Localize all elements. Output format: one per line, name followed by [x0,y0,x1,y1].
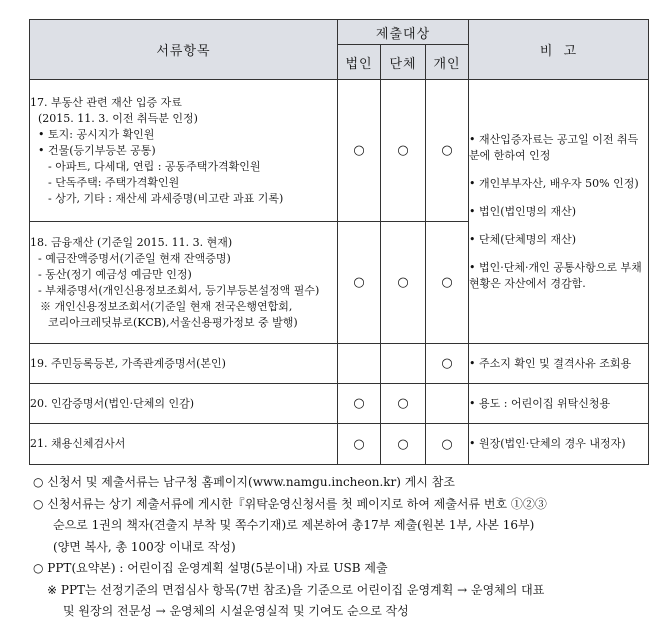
row-18-person-mark: ○ [426,222,469,344]
row-21-health-check: 21. 채용신체검사서 [30,424,338,465]
row-17-real-estate [30,80,338,222]
header-submission-target: 제출대상 [338,20,469,45]
row-17-line: - 아파트, 다세대, 연립 : 공동주택가격확인원 [48,159,261,173]
row-19-remark: • 주소지 확인 및 결격사유 조회용 [469,344,649,384]
note-ppt-usb: ○ PPT(요약본) : 어린이집 운영계획 설명(5분이내) 자료 USB 제출 [33,561,388,575]
note-binding-order: ○ 신청서류는 상기 제출서류에 게시한『위탁운영신청서를 첫 페이지로 하여 제출서류 번호 ①②③ [33,496,547,511]
note-ppt-criteria-cont: 및 원장의 전문성 → 운영체의 시설운영실적 및 기여도 순으로 작성 [63,604,409,618]
row-18-line: - 예금잔액증명서(기준일 현재 잔액증명) [38,251,231,265]
header-corporation: 법인 [338,45,381,80]
header-remarks: 비 고 [469,20,649,80]
note-website: ○ 신청서 및 제출서류는 남구청 홈페이지(www.namgu.incheon.kr) 게시 참조 [33,475,455,489]
row-17-line: - 단독주택: 주택가격확인원 [48,175,180,189]
row-17-line: - 상가, 기타 : 재산세 과세증명(비고란 과표 기록) [48,191,284,205]
row-20-remark: • 용도 : 어린이집 위탁신청용 [469,384,649,424]
remark-item: • 법인(법인명의 재산) [469,204,577,218]
note-duplex: (양면 복사, 총 100장 이내로 작성) [53,539,236,554]
row-17-person-mark: ○ [426,80,469,222]
row-19-person-mark: ○ [426,344,469,384]
row-21-person-mark: ○ [426,424,469,465]
row-17-line: • 건물(등기부등본 공통) [38,143,156,157]
submission-notes [33,472,653,623]
row-17-line: (2015. 11. 3. 이전 취득분 인정) [38,111,198,125]
row-18-corp-mark: ○ [338,222,381,344]
row-18-financial-assets [30,222,338,344]
remark-item: • 재산입증자료는 공고일 이전 취득분에 한하여 인정 [469,132,639,162]
row-21-remark: • 원장(법인·단체의 경우 내정자) [469,424,649,465]
header-individual: 개인 [426,45,469,80]
row-18-group-mark: ○ [381,222,426,344]
row-18-line: ※ 개인신용정보조회서(기준일 현재 전국은행연합회, [40,299,293,313]
row-20-corp-mark: ○ [338,384,381,424]
documents-table [29,19,649,465]
row-21-group-mark: ○ [381,424,426,465]
row-18-line: - 동산(정기 예금성 예금만 인정) [38,267,192,281]
row-20-seal-certificate: 20. 인감증명서(법인·단체의 인감) [30,384,338,424]
note-ppt-criteria: ※ PPT는 선정기준의 면접심사 항목(7번 참조)을 기준으로 어린이집 운영계획 → 운영체의 대표 [47,582,545,597]
row-18-line: 코리아크레딧뷰로(KCB),서울신용평가정보 중 발행) [48,315,298,329]
row-20-group-mark: ○ [381,384,426,424]
row-17-corp-mark: ○ [338,80,381,222]
row-19-resident-registration: 19. 주민등록등본, 가족관계증명서(본인) [30,344,338,384]
row-21-corp-mark: ○ [338,424,381,465]
remark-item: • 단체(단체명의 재산) [469,232,577,246]
row-19-group-mark [381,344,426,384]
row-18-line: - 부채증명서(개인신용정보조회서, 등기부등본설정액 필수) [38,283,320,297]
header-group: 단체 [381,45,426,80]
row-17-line: • 토지: 공시지가 확인원 [38,127,155,141]
row-20-person-mark [426,384,469,424]
remark-item: • 법인·단체·개인 공통사항으로 부채현황은 자산에서 경감함. [469,260,642,290]
row-17-18-remarks [469,80,649,344]
row-17-title: 17. 부동산 관련 재산 입증 자료 [30,95,182,109]
remark-item: • 개인부부자산, 배우자 50% 인정) [469,176,639,190]
row-19-corp-mark [338,344,381,384]
row-18-title: 18. 금융재산 (기준일 2015. 11. 3. 현재) [30,235,233,249]
header-document-item: 서류항목 [30,20,338,80]
row-17-group-mark: ○ [381,80,426,222]
note-binding-order-cont: 순으로 1권의 책자(견출지 부착 및 쪽수기재)로 제본하여 총17부 제출(원본 1부, 사본 16부) [53,518,535,532]
